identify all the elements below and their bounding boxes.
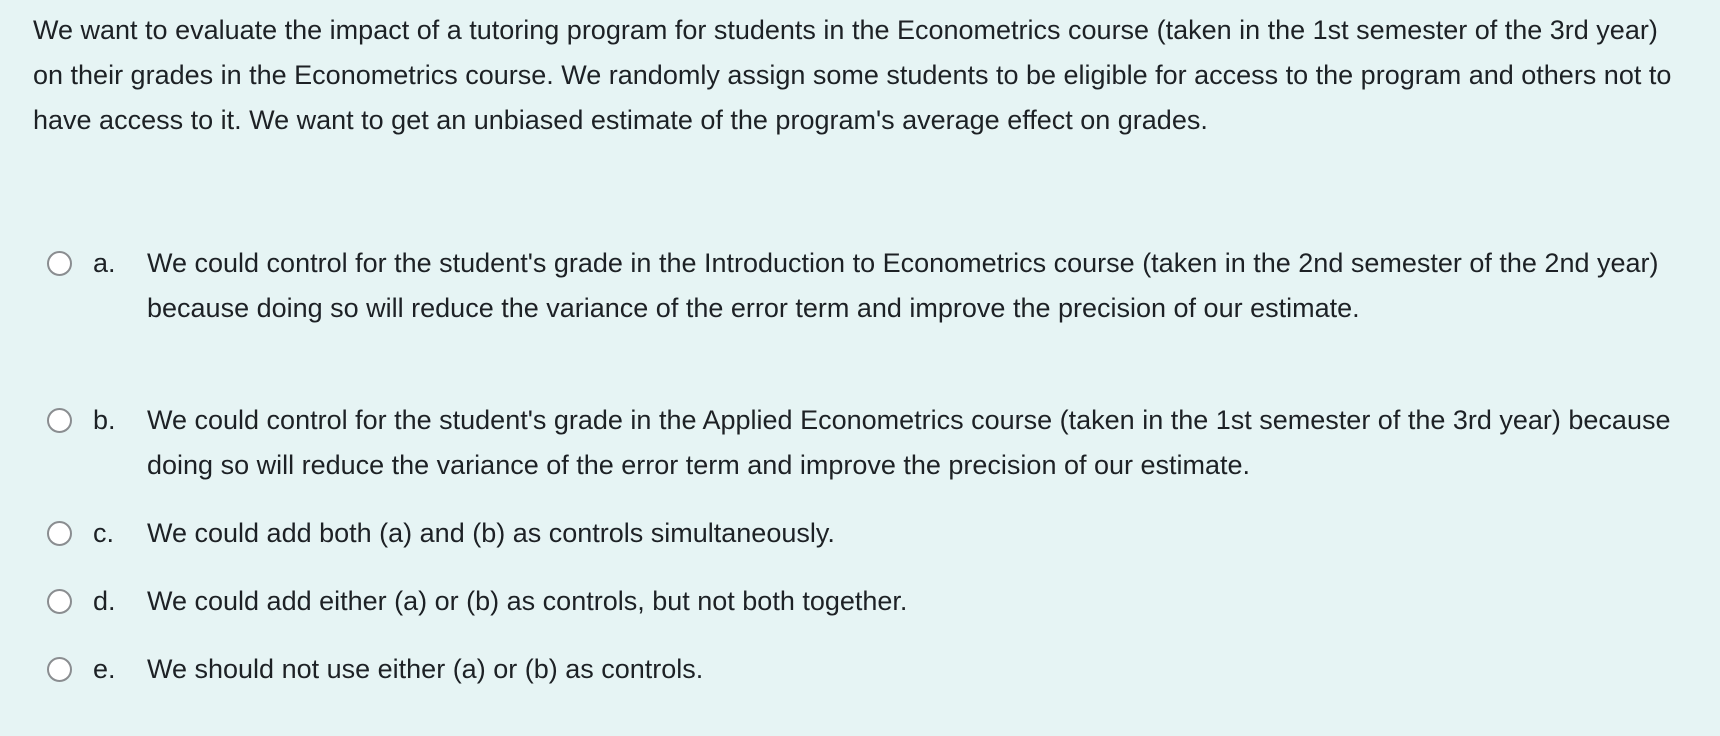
option-text-a: We could control for the student's grade in the Introduction to Econometrics course (taken in the 2nd semester of the 2nd year) because doing so will reduce the variance of the error term and improve the precision of our estimate. — [147, 248, 1659, 323]
radio-button-d[interactable] — [47, 589, 72, 614]
option-text-e: We should not use either (a) or (b) as controls. — [147, 654, 704, 684]
option-text-d: We could add either (a) or (b) as controls, but not both together. — [147, 586, 908, 616]
option-letter-c: c. — [93, 518, 115, 548]
radio-button-e[interactable] — [47, 657, 72, 682]
option-letter-d: d. — [93, 586, 116, 616]
option-letter-e: e. — [93, 654, 116, 684]
option-letter-b: b. — [93, 405, 116, 435]
radio-button-a[interactable] — [47, 251, 72, 276]
radio-button-c[interactable] — [47, 521, 72, 546]
question-text: We want to evaluate the impact of a tutoring program for students in the Econometrics course (taken in the 1st semester of the 3rd year) on their grades in the Econometrics course. We randomly assign some students to be eligible for access to the program and others not to have access to it. We want to get an unbiased estimate of the program's average effect on grades. — [33, 15, 1672, 135]
option-text-b: We could control for the student's grade in the Applied Econometrics course (taken in the 1st semester of the 3rd year) because doing so will reduce the variance of the error term and improve the precision of our estimate. — [147, 405, 1671, 480]
radio-button-b[interactable] — [47, 408, 72, 433]
option-letter-a: a. — [93, 248, 116, 278]
option-text-c: We could add both (a) and (b) as controls simultaneously. — [147, 518, 835, 548]
